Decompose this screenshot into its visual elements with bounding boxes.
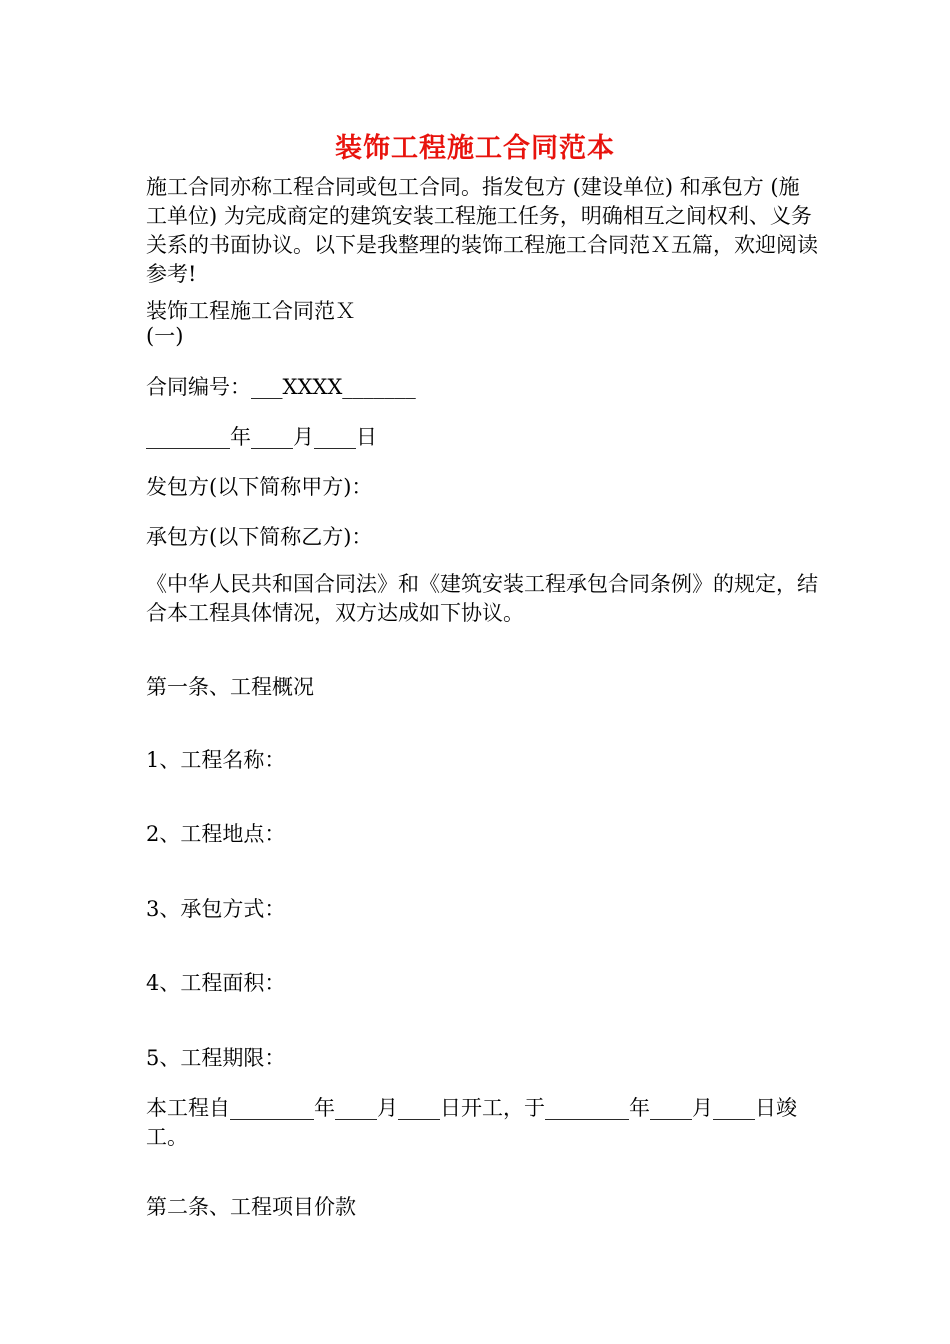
intro-paragraph: 施工合同亦称工程合同或包工合同。指发包方 (建设单位) 和承包方 (施工单位) 为完成商定的建筑安装工程施工任务，明确相互之间权利、义务关系的书面协议。以下是我整理的装饰工程施工合同范Ｘ五篇，欢迎阅读参考! bbox=[146, 175, 818, 286]
section-heading: 装饰工程施工合同范Ｘ bbox=[146, 299, 356, 323]
article-two-heading: 第二条、工程项目价款 bbox=[146, 1195, 356, 1219]
party-a-line: 发包方(以下简称甲方)： bbox=[146, 475, 373, 499]
schedule-paragraph: 本工程自________年____月____日开工，于________年____月____日竣工。 bbox=[146, 1096, 797, 1149]
item-project-name: 1、工程名称： bbox=[146, 748, 286, 772]
section-number: (一) bbox=[146, 324, 184, 348]
item-project-period: 5、工程期限： bbox=[146, 1046, 286, 1070]
party-b-line: 承包方(以下简称乙方)： bbox=[146, 525, 373, 549]
item-contract-method: 3、承包方式： bbox=[146, 897, 286, 921]
article-one-heading: 第一条、工程概况 bbox=[146, 675, 314, 699]
item-project-location: 2、工程地点： bbox=[146, 822, 286, 846]
document-title: 装饰工程施工合同范本 bbox=[335, 133, 615, 164]
date-line: ________年____月____日 bbox=[146, 425, 377, 449]
item-project-area: 4、工程面积： bbox=[146, 971, 286, 995]
basis-paragraph: 《中华人民共和国合同法》和《建筑安装工程承包合同条例》的规定，结合本工程具体情况，双方达成如下协议。 bbox=[146, 572, 818, 625]
contract-number-line: 合同编号：___XXXX_______ bbox=[146, 375, 416, 399]
